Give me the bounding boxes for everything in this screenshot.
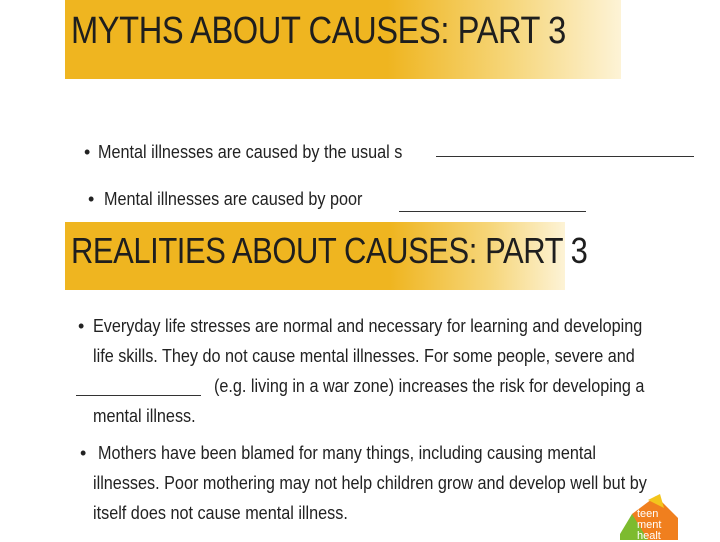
myths-bullet-2: • [88,189,95,209]
myths-item-2: Mental illnesses are caused by poor [104,189,363,209]
myths-title: MYTHS ABOUT CAUSES: PART 3 [71,10,566,52]
myths-blank-1 [436,156,694,157]
myths-item-1: Mental illnesses are caused by the usual s [98,142,403,162]
realities-item1-line2: life skills. They do not cause mental illnesses. For some people, severe and [93,346,635,366]
realities-item2-line2: illnesses. Poor mothering may not help children grow and develop well but by [93,473,647,493]
myths-bullet-1: • [84,142,91,162]
logo-text-teen: teen [637,508,659,520]
myths-banner [65,0,621,79]
realities-title: REALITIES ABOUT CAUSES: PART 3 [71,230,588,271]
realities-item2-line3: itself does not cause mental illness. [93,503,348,523]
realities-banner [65,222,588,290]
realities-item2-line1: Mothers have been blamed for many things, including causing mental [98,443,596,463]
logo-text-healt: healt [637,530,661,542]
myths-blank-2 [399,211,586,212]
realities-blank-1 [76,395,201,396]
realities-item1-line3: (e.g. living in a war zone) increases the risk for developing a [214,376,645,396]
realities-bullet-1: • [78,316,85,336]
realities-item1-line1: Everyday life stresses are normal and necessary for learning and developing [93,316,643,336]
logo-text-ment: ment [637,519,662,531]
realities-bullet-2: • [80,443,87,463]
realities-item1-line4: mental illness. [93,406,196,426]
